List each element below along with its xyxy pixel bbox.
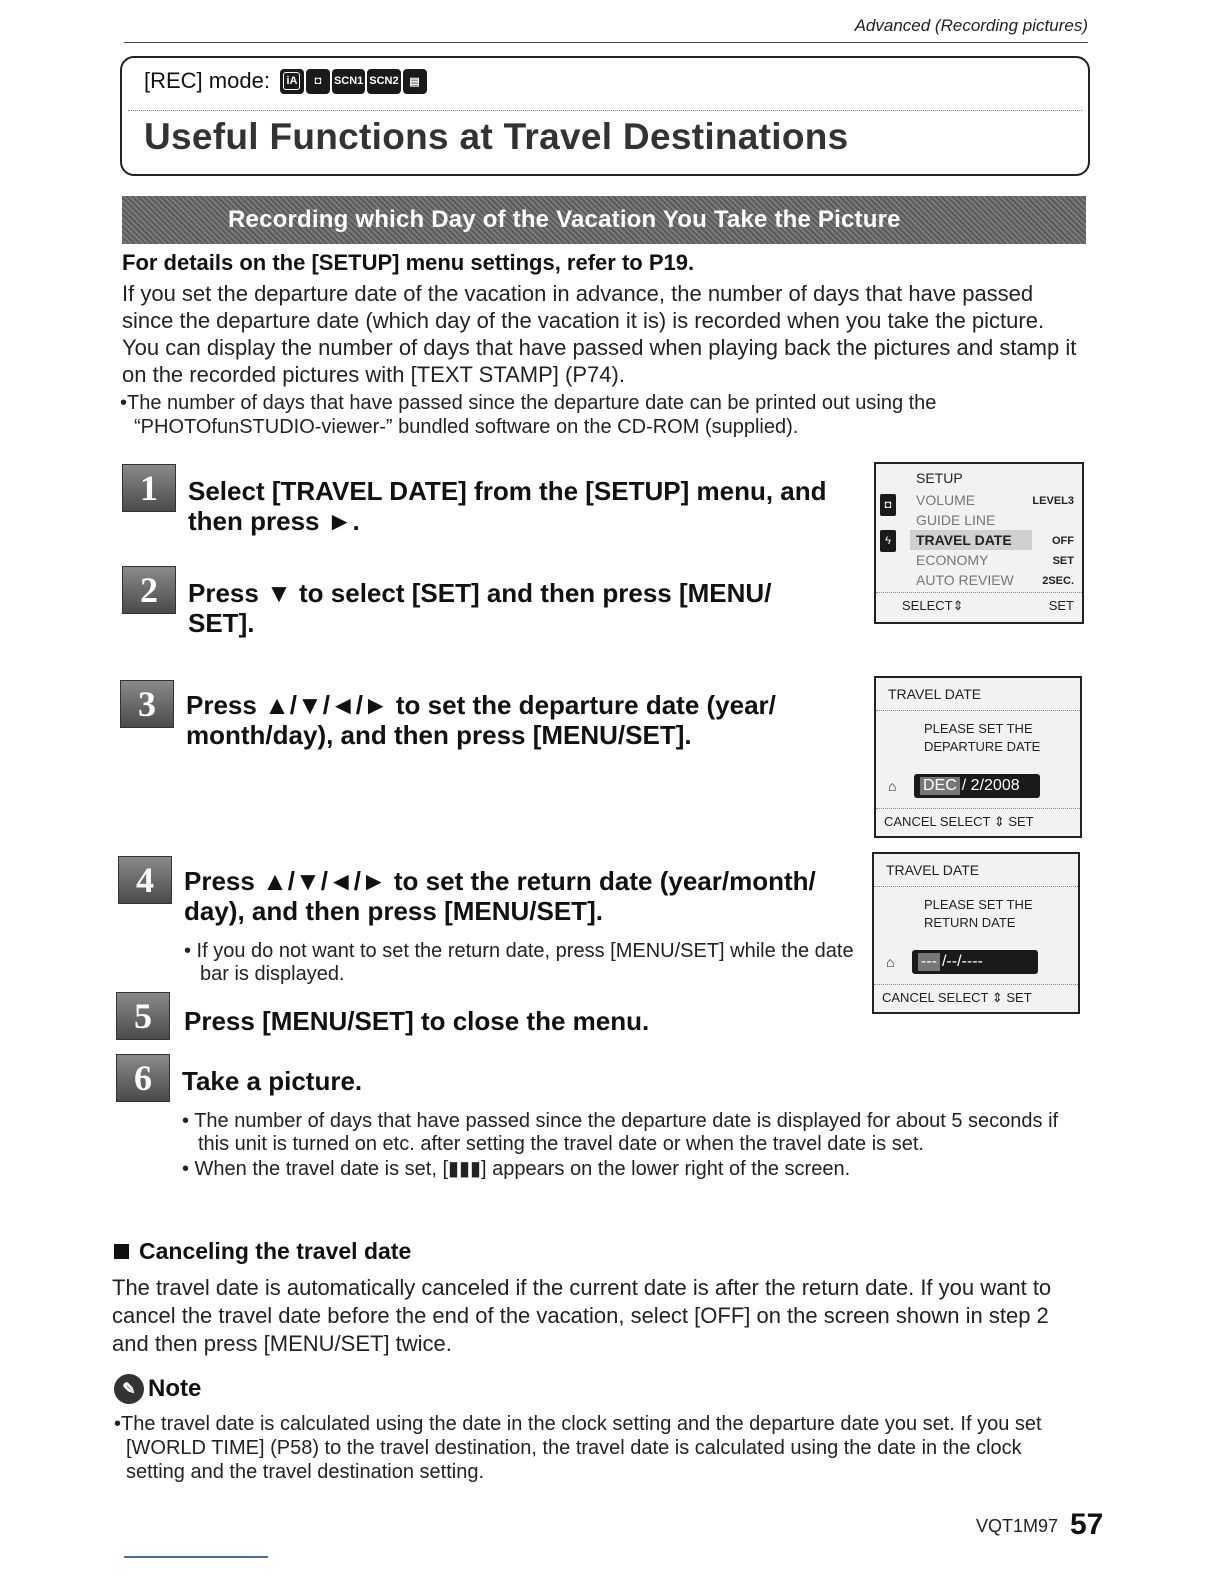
menu-item-volume: VOLUME: [916, 492, 976, 508]
rec-mode-label: [REC] mode:: [144, 68, 270, 93]
setup-tab-icon: ϟ: [880, 530, 896, 552]
date-rest: / 2/2008: [961, 777, 1020, 794]
departure-date-bar: [914, 774, 1040, 798]
step-5-text: Press [MENU/SET] to close the menu.: [184, 1006, 650, 1036]
screen-footer-divider: [876, 592, 1082, 593]
return-date-screen: [872, 852, 1080, 1014]
home-icon: ⌂: [886, 954, 895, 970]
menu-item-economy: ECONOMY: [916, 552, 989, 568]
step-6-note-1: • The number of days that have passed since the departure date is displayed for about 5 seconds if this unit is turned on etc. after setting the travel date or when the travel date is set.: [182, 1110, 1059, 1155]
canceling-body: The travel date is automatically canceled if the current date is after the return date. If you want to cancel the travel date before the end of the vacation, select [OFF] on the screen shown in step 2 and then press [MENU/SET] twice.: [112, 1275, 1052, 1356]
return-screen-title: TRAVEL DATE: [886, 862, 980, 878]
return-footer: CANCEL SELECT ⇕ SET: [882, 990, 1032, 1005]
screen-footer-divider: [876, 808, 1080, 809]
step-3-text: Press ▲/▼/◄/► to set the departure date (year/ month/day), and then press [MENU/SET].: [186, 690, 776, 750]
step-5-badge: 5: [116, 992, 170, 1040]
menu-value-auto-review: 2SEC.: [1042, 575, 1074, 587]
departure-screen-title: TRAVEL DATE: [888, 686, 982, 702]
section-banner: [122, 196, 1086, 244]
menu-item-travel-date: TRAVEL DATE: [916, 532, 1012, 548]
mode-icons: [280, 69, 427, 94]
page-number: 57: [1070, 1508, 1104, 1541]
scn2-mode-icon: SCN2: [367, 69, 400, 94]
intro-setup-reference: For details on the [SETUP] menu settings, refer to P19.: [122, 250, 695, 275]
title-divider-line: [876, 710, 1080, 711]
section-banner-text: Recording which Day of the Vacation You Take the Picture: [228, 206, 901, 233]
screen-footer-divider: [874, 984, 1078, 985]
date-rest: /--/----: [941, 953, 983, 970]
setup-screen-title: SETUP: [916, 470, 963, 486]
square-bullet-icon: [114, 1244, 129, 1259]
step-2-badge: 2: [122, 566, 176, 614]
scn1-mode-icon: SCN1: [332, 69, 365, 94]
departure-date-screen: [874, 676, 1082, 838]
intro-bullet: •The number of days that have passed since the departure date can be printed out using the “PHOTOfunSTUDIO-viewer-” bundled software on the CD-ROM (supplied).: [120, 392, 937, 438]
step-6-notes: [182, 1110, 1082, 1181]
note-heading: ✎ Note: [114, 1374, 201, 1404]
departure-footer: CANCEL SELECT ⇕ SET: [884, 814, 1034, 829]
camera-mode-icon: ◘: [306, 69, 330, 94]
manual-code: VQT1M97: [976, 1516, 1059, 1536]
menu-value-volume: LEVEL3: [1032, 495, 1074, 507]
title-box: [120, 56, 1090, 176]
step-1-text: Select [TRAVEL DATE] from the [SETUP] menu, and then press ►.: [188, 476, 827, 536]
header-rule: [124, 42, 1088, 43]
canceling-heading: Canceling the travel date: [114, 1238, 411, 1265]
rec-mode-line: [144, 68, 427, 94]
menu-item-auto-review: AUTO REVIEW: [916, 572, 1014, 588]
ia-mode-icon: iA: [280, 69, 304, 94]
note-body: •The travel date is calculated using the date in the clock setting and the departure date you set. If you set [WORLD TIME] (P58) to the travel destination, the travel date is calculated using the date in the clock setting and the travel destination setting.: [114, 1413, 1042, 1483]
step-6-note-2: • When the travel date is set, [▮▮▮] appears on the lower right of the screen.: [182, 1158, 851, 1180]
step-6-text: Take a picture.: [182, 1066, 363, 1096]
menu-item-guide-line: GUIDE LINE: [916, 512, 996, 528]
step-3-badge: 3: [120, 680, 174, 728]
title-divider-line: [874, 886, 1078, 887]
camera-tab-icon: ◘: [880, 494, 896, 516]
departure-prompt: PLEASE SET THE DEPARTURE DATE: [924, 721, 1041, 754]
setup-menu-screen: [874, 462, 1084, 624]
motion-picture-mode-icon: ▤: [403, 69, 427, 94]
home-icon: ⌂: [888, 778, 897, 794]
note-icon: ✎: [114, 1374, 144, 1404]
step-4-note: • If you do not want to set the return date, press [MENU/SET] while the date bar is displayed.: [184, 940, 854, 985]
footer-link-line: [124, 1556, 268, 1558]
return-date-bar: [912, 950, 1038, 974]
step-1-badge: 1: [122, 464, 176, 512]
return-prompt: PLEASE SET THE RETURN DATE: [924, 897, 1033, 930]
intro-body: If you set the departure date of the vacation in advance, the number of days that have passed since the departure date (which day of the vacation it is) is recorded when you take the picture. You can display the number of days that have passed when playing back the pictures and stamp it on the recorded pictures with [TEXT STAMP] (P74).: [122, 281, 1077, 387]
step-6-badge: 6: [116, 1054, 170, 1102]
month-field: ---: [918, 953, 940, 971]
running-header: Advanced (Recording pictures): [854, 16, 1088, 35]
step-4-badge: 4: [118, 856, 172, 904]
month-field: DEC: [920, 777, 960, 795]
title-divider: [128, 110, 1082, 111]
screen-footer-set: SET: [1048, 598, 1074, 613]
menu-value-set: SET: [1052, 555, 1074, 567]
screen-footer-select: SELECT⇕: [902, 598, 964, 613]
step-4-text: Press ▲/▼/◄/► to set the return date (year/month/ day), and then press [MENU/SET].: [184, 866, 816, 926]
menu-value-off: OFF: [1052, 535, 1074, 547]
step-2-text: Press ▼ to select [SET] and then press [MENU/ SET].: [188, 578, 772, 638]
page-title: Useful Functions at Travel Destinations: [144, 116, 849, 157]
